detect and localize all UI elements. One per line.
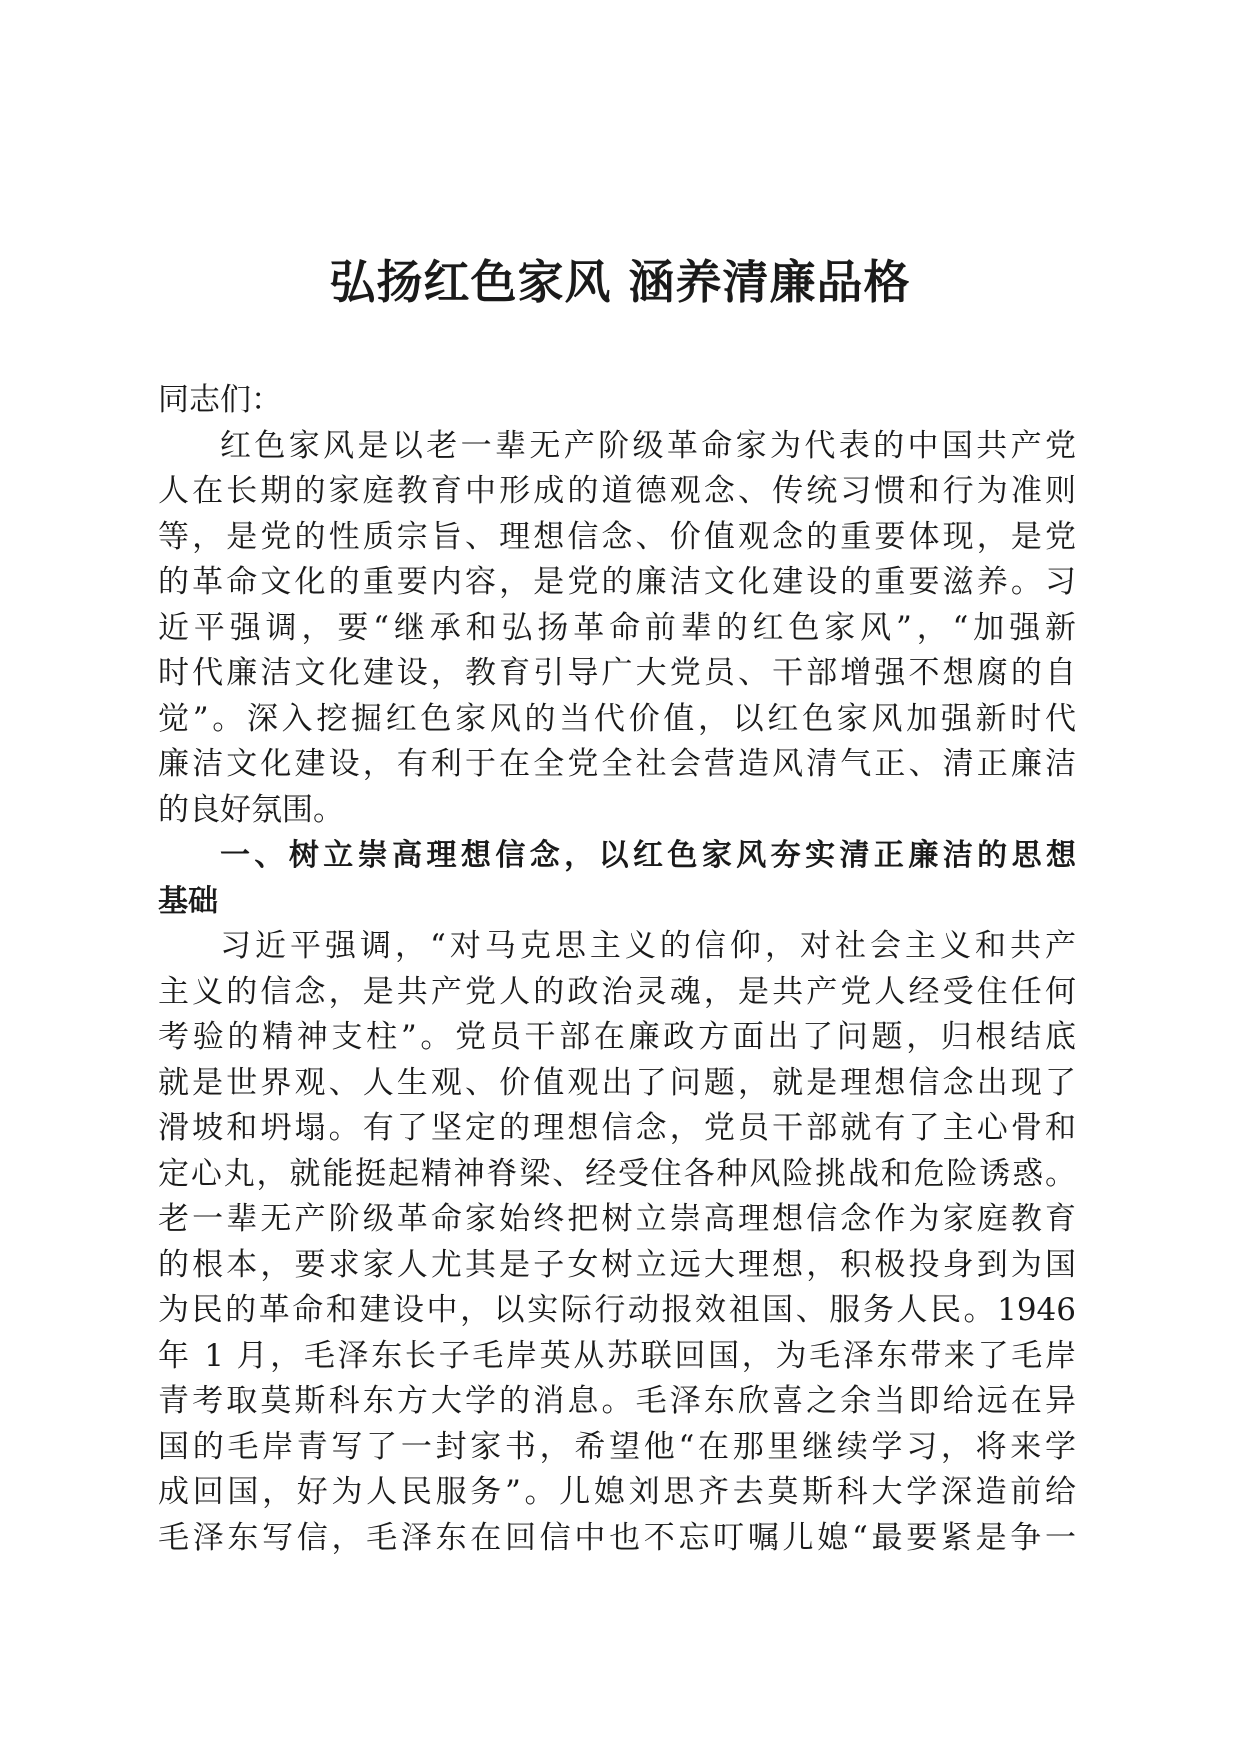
paragraph-line: 就是世界观、人生观、价值观出了问题，就是理想信念出现了: [158, 1064, 1076, 1101]
paragraph-line: 滑坡和坍塌。有了坚定的理想信念，党员干部就有了主心骨和: [158, 1110, 1076, 1146]
document-title: 弘扬红色家风 涵养清廉品格: [329, 255, 911, 309]
paragraph-line: 时代廉洁文化建设，教育引导广大党员、干部增强不想腐的自: [158, 655, 1076, 691]
paragraph-line: 觉”。深入挖掘红色家风的当代价值，以红色家风加强新时代: [158, 700, 1076, 737]
paragraph-line: 老一辈无产阶级革命家始终把树立崇高理想信念作为家庭教育: [158, 1201, 1076, 1237]
paragraph-line: 国的毛岸青写了一封家书，希望他“在那里继续学习，将来学: [158, 1428, 1076, 1465]
paragraph-line: 的良好氛围。: [158, 791, 344, 828]
paragraph-line: 等，是党的性质宗旨、理想信念、价值观念的重要体现，是党: [158, 518, 1076, 555]
section-heading-line: 基础: [158, 883, 218, 919]
paragraph-line: 年 1 月，毛泽东长子毛岸英从苏联回国，为毛泽东带来了毛岸: [158, 1337, 1076, 1374]
paragraph-line: 成回国，好为人民服务”。儿媳刘思齐去莫斯科大学深造前给: [158, 1474, 1076, 1510]
paragraph-line: 定心丸，就能挺起精神脊梁、经受住各种风险挑战和危险诱惑。: [158, 1155, 1076, 1192]
paragraph-line: 主义的信念，是共产党人的政治灵魂，是共产党人经受住任何: [158, 973, 1076, 1010]
paragraph-line: 廉洁文化建设，有利于在全党全社会营造风清气正、清正廉洁: [158, 746, 1076, 782]
paragraph-line: 人在长期的家庭教育中形成的道德观念、传统习惯和行为准则: [158, 473, 1076, 509]
paragraph-line: 习近平强调，“对马克思主义的信仰，对社会主义和共产: [220, 928, 1076, 964]
paragraph-line: 的根本，要求家人尤其是子女树立远大理想，积极投身到为国: [158, 1246, 1076, 1283]
document-body: [158, 378, 1076, 1561]
paragraph-line: 为民的革命和建设中，以实际行动报效祖国、服务人民。1946: [158, 1292, 1076, 1328]
paragraph-line: 同志们：: [158, 382, 282, 418]
paragraph-line: 近平强调，要“继承和弘扬革命前辈的红色家风”，“加强新: [158, 609, 1076, 646]
section-heading-line: 一、树立崇高理想信念，以红色家风夯实清正廉洁的思想: [220, 838, 1076, 873]
paragraph-line: 的革命文化的重要内容，是党的廉洁文化建设的重要滋养。习: [158, 564, 1076, 600]
paragraph-line: 青考取莫斯科东方大学的消息。毛泽东欣喜之余当即给远在异: [158, 1383, 1076, 1419]
paragraph-line: 毛泽东写信，毛泽东在回信中也不忘叮嘱儿媳“最要紧是争一: [158, 1519, 1076, 1556]
paragraph-line: 考验的精神支柱”。党员干部在廉政方面出了问题，归根结底: [158, 1019, 1076, 1055]
paragraph-line: 红色家风是以老一辈无产阶级革命家为代表的中国共产党: [220, 427, 1076, 464]
